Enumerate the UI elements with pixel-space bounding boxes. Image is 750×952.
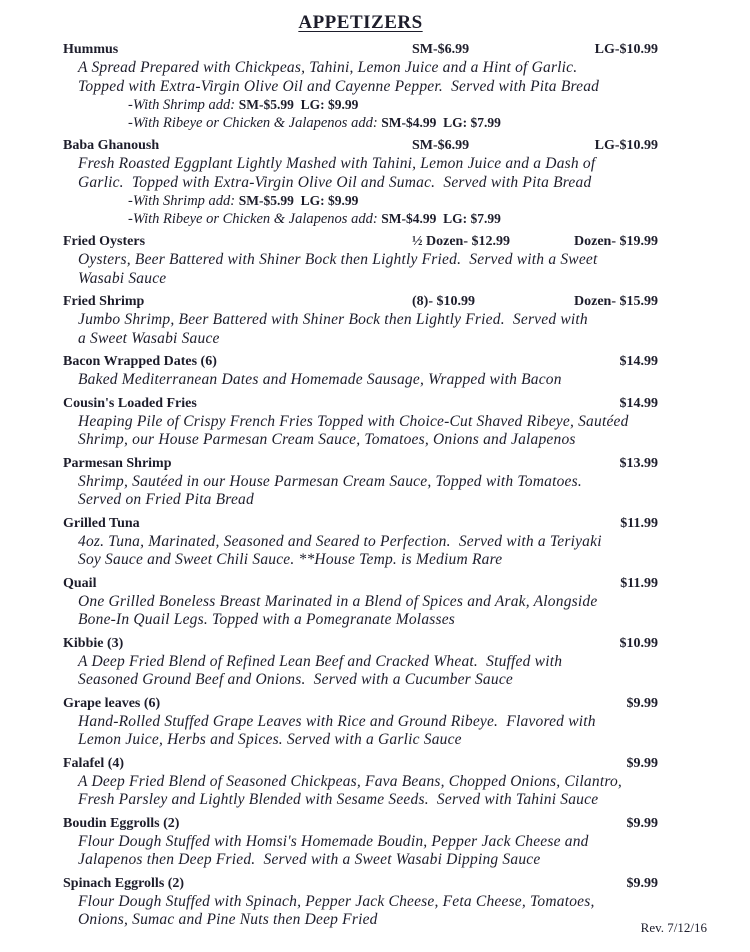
item-description-line: A Deep Fried Blend of Seasoned Chickpeas, Fava Beans, Chopped Onions, Cilantro, — [78, 772, 623, 790]
item-description-line: Onions, Sumac and Pine Nuts then Deep Fried — [78, 911, 378, 928]
item-addon-line — [128, 192, 658, 210]
item-description-line: A Deep Fried Blend of Refined Lean Beef and Cracked Wheat. Stuffed with — [78, 652, 563, 670]
menu-item — [63, 40, 658, 132]
menu-item-header — [63, 574, 658, 593]
item-price-right: $14.99 — [619, 395, 658, 411]
item-price-right: $13.99 — [619, 455, 658, 471]
item-description-line: Fresh Roasted Eggplant Lightly Mashed with Tahini, Lemon Juice and a Dash of — [78, 155, 596, 172]
item-name: Falafel (4) — [63, 755, 125, 771]
menu-item — [63, 136, 658, 228]
item-description-line: Shrimp, our House Parmesan Cream Sauce, Tomatoes, Onions and Jalapenos — [78, 431, 576, 448]
menu-item-header — [63, 694, 658, 713]
item-price-right: $9.99 — [626, 755, 658, 771]
item-addon-line — [128, 96, 658, 114]
menu-item — [63, 352, 658, 390]
item-description-line: Hand-Rolled Stuffed Grape Leaves with Rice and Ground Ribeye. Flavored with — [78, 712, 596, 730]
item-name: Spinach Eggrolls (2) — [63, 875, 185, 891]
menu-item-header — [63, 40, 658, 59]
item-description-line: Jalapenos then Deep Fried. Served with a Sweet Wasabi Dipping Sauce — [78, 851, 541, 868]
menu-item-header — [63, 874, 658, 893]
menu-item-header — [63, 136, 658, 155]
item-description-line: Flour Dough Stuffed with Spinach, Pepper Jack Cheese, Feta Cheese, Tomatoes, — [78, 892, 595, 910]
menu-item-header — [63, 514, 658, 533]
item-description-line: Seasoned Ground Beef and Onions. Served with a Cucumber Sauce — [78, 671, 513, 688]
menu-item — [63, 574, 658, 630]
menu-item-header — [63, 232, 658, 251]
menu-item — [63, 394, 658, 450]
menu-item-header — [63, 754, 658, 773]
menu-item — [63, 454, 658, 510]
item-description-line: Flour Dough Stuffed with Homsi's Homemade Boudin, Pepper Jack Cheese and — [78, 832, 589, 850]
item-description-line: Lemon Juice, Herbs and Spices. Served with a Garlic Sauce — [78, 731, 462, 748]
menu-item-header — [63, 454, 658, 473]
item-name: Grape leaves (6) — [63, 695, 161, 711]
item-addon-label: -With Shrimp add: — [128, 193, 236, 209]
menu-item-header — [63, 292, 658, 311]
item-description-line: Baked Mediterranean Dates and Homemade Sausage, Wrapped with Bacon — [78, 371, 562, 388]
item-name: Fried Shrimp — [63, 294, 145, 309]
item-name: Bacon Wrapped Dates (6) — [63, 354, 217, 369]
item-description-line: Oysters, Beer Battered with Shiner Bock then Lightly Fried. Served with a Sweet — [78, 251, 598, 268]
item-price-right: LG-$10.99 — [594, 42, 658, 57]
item-description-line: Garlic. Topped with Extra-Virgin Olive Oil and Sumac. Served with Pita Bread — [78, 173, 592, 191]
item-description-line: Jumbo Shrimp, Beer Battered with Shiner Bock then Lightly Fried. Served with — [78, 311, 588, 328]
menu-page — [63, 12, 658, 934]
item-price-right: $10.99 — [619, 635, 658, 651]
item-addon-line — [128, 114, 658, 132]
page-title — [63, 12, 658, 34]
item-description-line: A Spread Prepared with Chickpeas, Tahini, Lemon Juice and a Hint of Garlic. — [78, 59, 578, 76]
menu-item-header — [63, 352, 658, 371]
item-name: Baba Ghanoush — [63, 138, 160, 153]
item-price-right: $9.99 — [626, 875, 658, 891]
item-addon-line — [128, 210, 658, 228]
menu-item-header — [63, 394, 658, 413]
item-description-line: Topped with Extra-Virgin Olive Oil and Cayenne Pepper. Served with Pita Bread — [78, 77, 600, 95]
item-addon-prices: SM-$4.99 LG: $7.99 — [381, 211, 501, 226]
menu-item — [63, 754, 658, 810]
item-price-right: Dozen- $15.99 — [574, 294, 658, 309]
item-price-mid: SM-$6.99 — [412, 138, 470, 153]
menu-item — [63, 814, 658, 870]
item-price-mid: ½ Dozen- $12.99 — [412, 234, 510, 249]
item-price-right: Dozen- $19.99 — [574, 234, 658, 249]
menu-item-header — [63, 814, 658, 833]
item-name: Fried Oysters — [63, 234, 146, 249]
item-price-mid: SM-$6.99 — [412, 42, 470, 57]
item-description-line: Soy Sauce and Sweet Chili Sauce. **House Temp. is Medium Rare — [78, 551, 503, 568]
item-description-line: 4oz. Tuna, Marinated, Seasoned and Seared to Perfection. Served with a Teriyaki — [78, 532, 602, 550]
item-description-line: Fresh Parsley and Lightly Blended with Sesame Seeds. Served with Tahini Sauce — [78, 791, 599, 808]
item-name: Boudin Eggrolls (2) — [63, 815, 180, 831]
item-description-line: Heaping Pile of Crispy French Fries Topped with Choice-Cut Shaved Ribeye, Sautéed — [78, 412, 629, 430]
item-name: Hummus — [63, 42, 119, 57]
page-title-text: APPETIZERS — [298, 12, 423, 33]
menu-item — [63, 514, 658, 570]
item-addon-label: -With Ribeye or Chicken & Jalapenos add: — [128, 211, 378, 227]
revision-note: Rev. 7/12/16 — [640, 920, 707, 935]
item-price-right: $14.99 — [619, 354, 658, 369]
item-price-right: LG-$10.99 — [594, 138, 658, 153]
item-name: Quail — [63, 575, 97, 591]
item-addon-label: -With Shrimp add: — [128, 97, 236, 113]
item-price-mid: (8)- $10.99 — [412, 294, 475, 309]
menu-item — [63, 292, 658, 348]
item-description-line: Bone-In Quail Legs. Topped with a Pomegranate Molasses — [78, 611, 456, 628]
menu-item — [63, 874, 658, 930]
item-description-line: Shrimp, Sautéed in our House Parmesan Cream Sauce, Topped with Tomatoes. — [78, 472, 582, 490]
item-addon-prices: SM-$4.99 LG: $7.99 — [381, 115, 501, 130]
item-addon-label: -With Ribeye or Chicken & Jalapenos add: — [128, 115, 378, 131]
item-price-right: $9.99 — [626, 695, 658, 711]
item-addon-prices: SM-$5.99 LG: $9.99 — [238, 97, 359, 112]
item-description-line: Wasabi Sauce — [78, 269, 167, 287]
menu-item — [63, 232, 658, 288]
menu-item — [63, 694, 658, 750]
item-description-line: Served on Fried Pita Bread — [78, 491, 254, 508]
item-price-right: $9.99 — [626, 815, 658, 831]
menu-item-header — [63, 634, 658, 653]
item-name: Cousin's Loaded Fries — [63, 395, 197, 411]
menu-items — [63, 40, 658, 930]
menu-item — [63, 634, 658, 690]
item-price-right: $11.99 — [620, 515, 658, 531]
item-description-line: a Sweet Wasabi Sauce — [78, 329, 220, 347]
item-addon-prices: SM-$5.99 LG: $9.99 — [238, 193, 359, 208]
item-name: Grilled Tuna — [63, 515, 140, 531]
item-price-right: $11.99 — [620, 575, 658, 591]
item-description-line: One Grilled Boneless Breast Marinated in a Blend of Spices and Arak, Alongside — [78, 592, 598, 610]
item-name: Kibbie (3) — [63, 635, 124, 651]
item-name: Parmesan Shrimp — [63, 455, 172, 471]
